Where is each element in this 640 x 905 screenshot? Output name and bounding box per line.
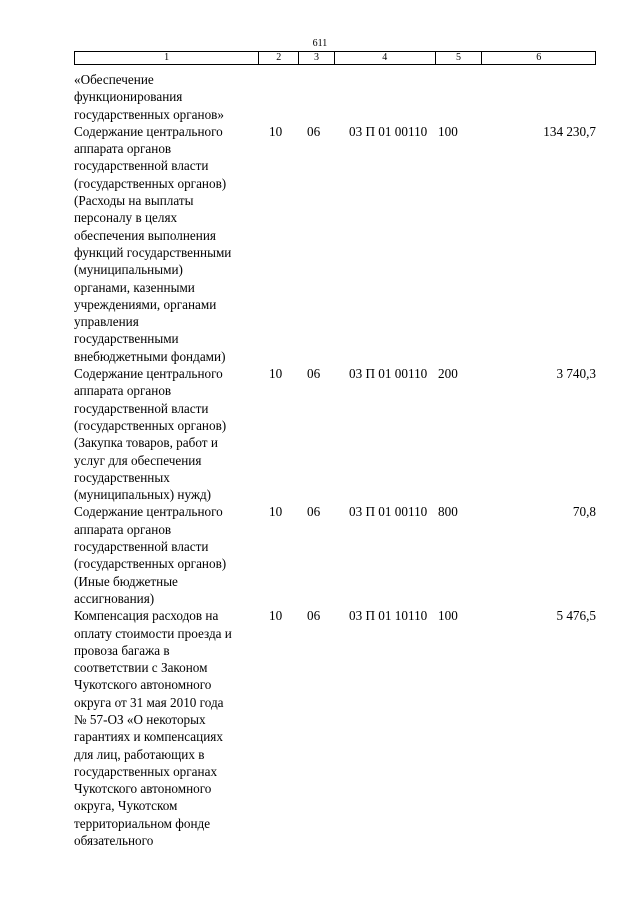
column-number-6: 6 xyxy=(536,52,542,63)
row-amount: 5 476,5 xyxy=(556,608,596,624)
row-amount: 134 230,7 xyxy=(543,123,596,139)
row-target: 03 П 01 00110 xyxy=(349,366,428,382)
table-row xyxy=(74,123,596,365)
row-expense-type: 100 xyxy=(438,123,458,139)
row-subsection: 06 xyxy=(307,504,321,520)
column-number-2: 2 xyxy=(259,52,299,64)
row-amount: 3 740,3 xyxy=(556,366,596,382)
row-subsection: 06 xyxy=(307,366,321,382)
row-name: Компенсация расходов на оплату стоимости проезда и провоза багажа в соответствии с Законом Чукотского автономного округа от 31 мая 2010 года № 57-ОЗ «О некоторых гарантиях и компенсациях для лиц, работающих в государственных органах Чукотского автономного округа, Чукотском территориальном фонде обязательного xyxy=(74,608,232,849)
column-number-4: 4 xyxy=(335,52,436,64)
table-row xyxy=(74,365,596,503)
budget-table xyxy=(74,71,596,849)
row-target: 03 П 01 10110 xyxy=(349,608,428,624)
row-name: Содержание центрального аппарата органов государственной власти (государственных органов) (Закупка товаров, работ и услуг для обеспечения государственных (муниципальных) нужд) xyxy=(74,366,227,503)
row-target: 03 П 01 00110 xyxy=(349,123,428,139)
row-section: 10 xyxy=(269,366,283,382)
row-section: 10 xyxy=(269,504,283,520)
row-expense-type: 200 xyxy=(438,366,458,382)
table-row xyxy=(74,503,596,607)
table-column-header xyxy=(74,51,596,65)
row-expense-type: 800 xyxy=(438,504,458,520)
row-target: 03 П 01 00110 xyxy=(349,504,428,520)
table-row xyxy=(74,71,596,123)
row-name: Содержание центрального аппарата органов государственной власти (государственных органов) (Расходы на выплаты персоналу в целях обеспечения выполнения функций государственными (муниципальными) органами, казенными учреждениями, органами управления государственными внебюджетными фондами) xyxy=(74,123,232,364)
table-row xyxy=(74,607,596,849)
row-amount: 70,8 xyxy=(572,504,596,520)
row-subsection: 06 xyxy=(307,608,321,624)
column-number-5: 5 xyxy=(436,52,483,64)
row-section: 10 xyxy=(269,123,283,139)
column-number-3: 3 xyxy=(299,52,335,64)
row-name: Содержание центрального аппарата органов государственной власти (государственных органов) (Иные бюджетные ассигнования) xyxy=(74,504,227,606)
page-number: 611 xyxy=(312,38,328,49)
row-expense-type: 100 xyxy=(438,608,458,624)
row-section: 10 xyxy=(269,608,283,624)
row-subsection: 06 xyxy=(307,123,321,139)
column-number-1: 1 xyxy=(75,52,259,64)
row-name: «Обеспечение функционирования государственных органов» xyxy=(74,72,225,122)
